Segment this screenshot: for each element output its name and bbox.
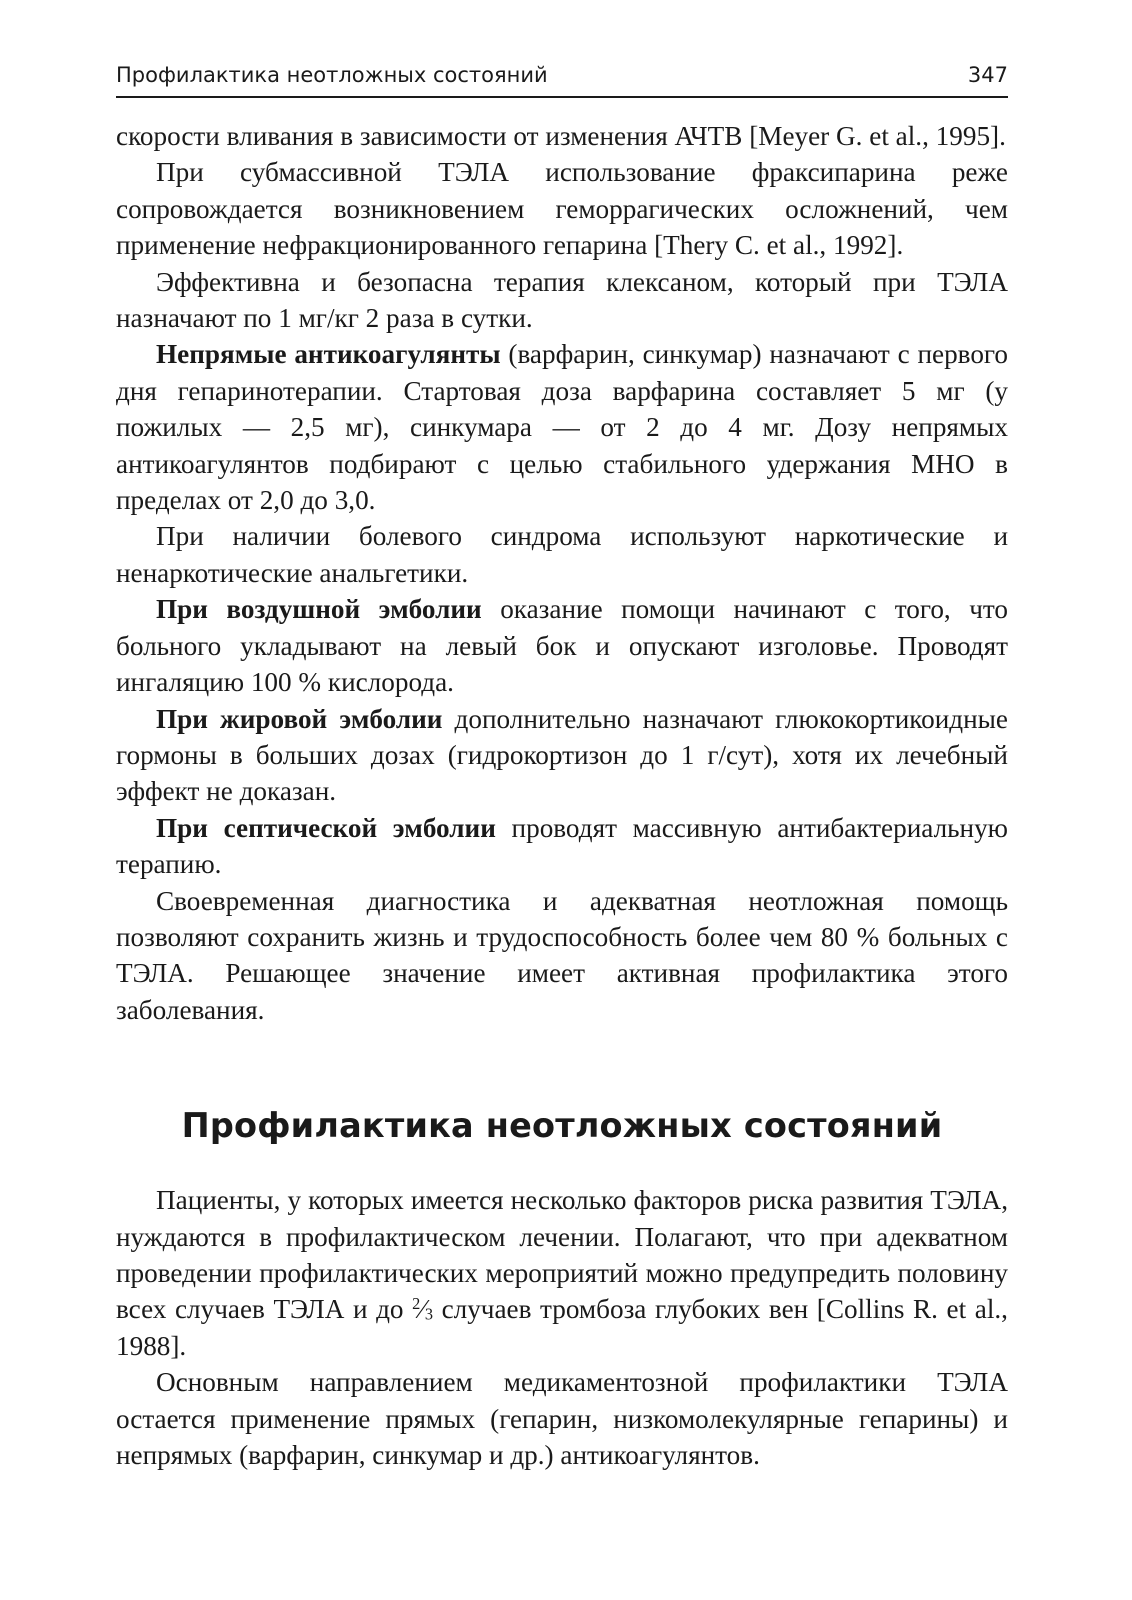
body-text-top xyxy=(116,118,1008,1028)
text-run: проводят массивную антибактериальную терапию. xyxy=(116,812,1008,880)
bold-lead-phrase: При жировой эмболии xyxy=(156,703,443,734)
paragraph xyxy=(116,1182,1008,1364)
text-run: Основным направлением медикаментозной профилактики ТЭЛА остается применение прямых (гепарин, низкомолекулярные гепарины) и непрямых (варфарин, синкумар и др.) антикоагулянтов. xyxy=(116,1367,1008,1470)
bold-lead-phrase: Непрямые антикоагулянты xyxy=(156,339,501,370)
text-run: Пациенты, у которых имеется несколько факторов риска развития ТЭЛА, нуждаются в профилактическом лечении. Полагают, что при адекватном проведении профилактических мероприятий можно предупредить половину всех случаев ТЭЛА и до xyxy=(116,1185,1008,1325)
fraction-numerator: 2 xyxy=(412,1294,421,1314)
running-header xyxy=(116,62,1008,98)
paragraph xyxy=(116,810,1008,883)
paragraph xyxy=(116,1364,1008,1473)
document-page xyxy=(116,62,1008,1473)
paragraph xyxy=(116,701,1008,810)
text-run: Эффективна и безопасна терапия клексаном, который при ТЭЛА назначают по 1 мг/кг 2 раза в сутки. xyxy=(116,266,1008,334)
text-run: При субмассивной ТЭЛА использование фраксипарина реже сопровождается возникновением геморрагических осложнений, чем применение нефракционированного гепарина [Thery C. et al., 1992]. xyxy=(116,157,1008,261)
text-run: Своевременная диагностика и адекватная неотложная помощь позволяют сохранить жизнь и трудоспособность более чем 80 % больных с ТЭЛА. Решающее значение имеет активная профилактика этого заболевания. xyxy=(116,885,1008,1025)
paragraph xyxy=(116,883,1008,1029)
text-run: скорости вливания в зависимости от изменения АЧТВ [Meyer G. et al., 1995]. xyxy=(116,121,1006,151)
body-text-section xyxy=(116,1182,1008,1473)
paragraph xyxy=(116,591,1008,700)
paragraph xyxy=(116,336,1008,518)
fraction: $^2⁄_3$ xyxy=(412,1294,433,1325)
paragraph xyxy=(116,154,1008,263)
section-title: Профилактика неотложных состояний xyxy=(181,1106,943,1146)
running-header-title: Профилактика неотложных состояний xyxy=(116,63,548,87)
paragraph xyxy=(116,264,1008,337)
paragraph xyxy=(116,518,1008,591)
text-run: (варфарин, синкумар) назначают с первого дня гепаринотерапии. Стартовая доза варфарина составляет 5 мг (у пожилых — 2,5 мг), синкумара — от 2 до 4 мг. Дозу непрямых антикоагулянтов подбирают с целью стабильного удержания МНО в пределах от 2,0 до 3,0. xyxy=(116,339,1008,516)
text-run: дополнительно назначают глюкокортикоидные гормоны в больших дозах (гидрокортизон до 1 г/сут), хотя их лечебный эффект не доказан. xyxy=(116,703,1008,807)
page-number: 347 xyxy=(967,63,1008,87)
text-run: оказание помощи начинают с того, что больного укладывают на левый бок и опускают изголовье. Проводят ингаляцию 100 % кислорода. xyxy=(116,594,1008,698)
bold-lead-phrase: При воздушной эмболии xyxy=(156,594,482,625)
text-run: случаев тромбоза глубоких вен [Collins R. et al., 1988]. xyxy=(116,1294,1008,1361)
text-run: При наличии болевого синдрома используют наркотические и ненаркотические анальгетики. xyxy=(116,521,1008,588)
paragraph xyxy=(116,118,1008,154)
fraction-denominator: 3 xyxy=(424,1305,433,1324)
bold-lead-phrase: При септической эмболии xyxy=(156,812,496,843)
